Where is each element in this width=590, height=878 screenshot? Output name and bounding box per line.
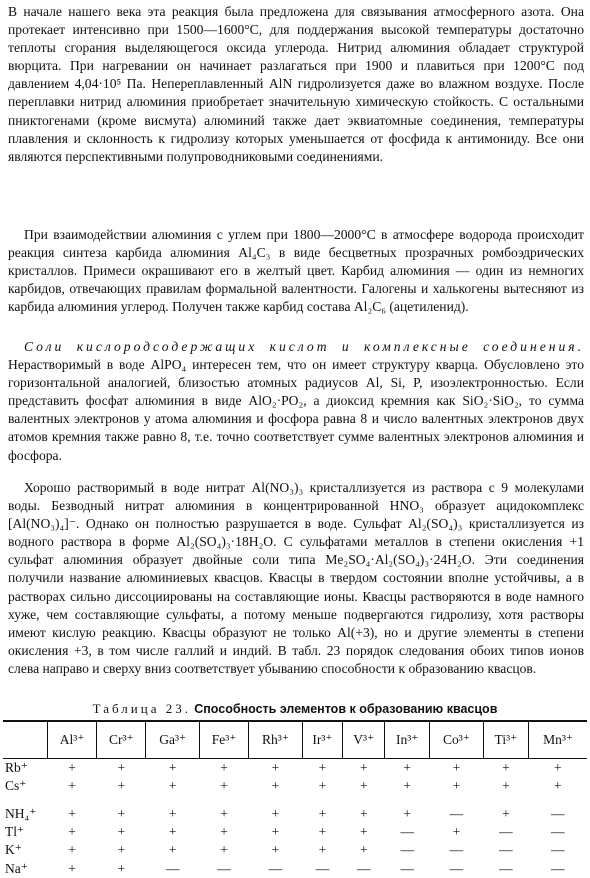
paragraph-oxysalts: [8, 338, 584, 465]
paragraph-alums: Хорошо растворимый в воде нитрат Al(NO₃)₃ кристаллизуется из раствора с 9 молекулами воды. Безводный нитрат алюминия в концентрированной HNO₃ образует ацидокомплекс [Al(NO₃)₄]⁻. Однако он полностью разрушается в воде. Сульфат Al₂(SO₄)₃ кристаллизуется из водного раствора в форме Al₂(SO₄)₃·18H₂O. С сульфатами металлов в степени окисления +1 сульфат алюминия образует двойные соли типа Me₂SO₄·Al₂(SO₄)₃·24H₂O. Эти соединения получили название алюминиевых квасцов. Квасцы в твердом состоянии вполне устойчивы, а в растворах сильно диссоциированы на составляющие ионы. Квасцы растворяются в воде намного хуже, чем составляющие сульфаты, а потому меньше подвергаются гидролизу, хотя растворы имеют кислую реакцию. Квасцы образуют не только Al(+3), но и другие элементы в степени окисления +3, в том числе галлий и индий. В табл. 23 порядок следования обоих типов ионов слева направо и сверху вниз соответствует убыванию способности к образованию квасцов.: [8, 480, 584, 676]
table-cell: +: [318, 760, 327, 776]
table-body: [3, 759, 587, 878]
paragraph-oxysalts-body: Нерастворимый в воде AlPO₄ интересен тем, что он имеет структуру кварца. Обусловлено это горизонтальной аналогией, близостью атомных радиусов Al, Si, P, изоэлектронностью. Если представить фосфат алюминия в виде AlO₂·PO₂, а диоксид кремния как SiO₂·SiO₂, то сумма валентных электронов у атома алюминия и фосфора равна 8 и число валентных электронов двух атомов кремния также равно 8, т.е. точно соответствует сумме валентных электронов алюминия и фосфора.: [8, 357, 584, 463]
table-cell: +: [452, 824, 461, 840]
table-cell: +: [318, 824, 327, 840]
table-cell: —: [268, 860, 283, 876]
table-cell: —: [315, 860, 330, 876]
table-cell: +: [318, 778, 327, 794]
table-cell: —: [499, 860, 513, 876]
table-caption-title: Способность элементов к образованию квасцов: [194, 702, 498, 716]
row-label: NH₄⁺: [5, 805, 37, 821]
table-cell: +: [271, 760, 280, 776]
table-cell: +: [68, 842, 76, 858]
table-cell: +: [168, 805, 177, 821]
table-cell: +: [117, 842, 126, 858]
table-cell: —: [551, 842, 565, 858]
table-cell: +: [359, 760, 368, 776]
col-header: Ti³⁺: [483, 721, 528, 759]
table-cell: +: [168, 824, 177, 840]
table-cell: +: [271, 805, 280, 821]
table-cell: —: [449, 842, 464, 858]
col-header: Cr³⁺: [97, 721, 146, 759]
table-cell: +: [359, 842, 368, 858]
table-cell: +: [220, 760, 228, 776]
table-cell: +: [318, 842, 327, 858]
table-row: [3, 796, 587, 805]
row-label: [3, 796, 48, 805]
table-cell: +: [502, 778, 510, 794]
col-header: Ga³⁺: [146, 721, 200, 759]
table-cell: [529, 796, 587, 805]
col-header: Co³⁺: [430, 721, 484, 759]
table-row: [3, 805, 587, 823]
table-cell: +: [359, 824, 368, 840]
table-cell: +: [502, 805, 510, 821]
col-header: In³⁺: [385, 721, 430, 759]
table-cell: +: [403, 760, 412, 776]
row-label: Na⁺: [5, 860, 28, 876]
table-cell: +: [68, 860, 76, 876]
row-label: Rb⁺: [5, 760, 28, 776]
table-corner-cell: [3, 721, 48, 759]
table-cell: +: [271, 842, 280, 858]
table-cell: —: [400, 860, 414, 876]
table-cell: +: [359, 805, 368, 821]
table-cell: +: [117, 760, 126, 776]
col-header: Al³⁺: [48, 721, 97, 759]
row-label: Cs⁺: [5, 778, 27, 794]
table-cell: —: [499, 842, 513, 858]
col-header: Ir³⁺: [302, 721, 343, 759]
paragraph-nitride: В начале нашего века эта реакция была предложена для связывания атмосферного азота. Она протекает интенсивно при 1500—1600°С, для поддержания высокой температуры достаточно теплоты сгорания выделяющегося оксида углерода. Нитрид алюминия обладает структурой вюрцита. При нагревании он начинает разлагаться при 1900 и плавиться при 1200°С под давлением 4,04·10⁵ Па. Непереплавленный AlN гидролизуется даже во влажном воздухе. После переплавки нитрид алюминия приобретает значительную химическую стойкость. С остальными пниктогенами (кроме висмута) алюминий также дает эквиатомные соединения, температуры плавления и склонность к гидролизу которых уменьшается от фосфида к антимониду. Все они являются перспективными полупроводниковыми соединениями.: [8, 4, 584, 164]
table-cell: [97, 796, 146, 805]
table-cell: +: [168, 842, 177, 858]
table-cell: [343, 796, 385, 805]
table-cell: —: [499, 824, 513, 840]
table-row: [3, 777, 587, 795]
table-cell: +: [403, 778, 412, 794]
table-cell: +: [68, 824, 76, 840]
table-cell: [385, 796, 430, 805]
table-cell: +: [271, 778, 280, 794]
table-cell: —: [400, 824, 414, 840]
table-cell: —: [400, 842, 414, 858]
table-row: [3, 823, 587, 841]
table-cell: +: [553, 760, 562, 776]
table-cell: [199, 796, 248, 805]
col-header: Fe³⁺: [199, 721, 248, 759]
paragraph-carbide: При взаимодействии алюминия с углем при 1800—2000°С в атмосфере водорода происходит реакция синтеза карбида алюминия Al₄C₃ в виде бесцветных прозрачных ромбоэдрических кристаллов. Примеси окрашивают его в желтый цвет. Карбид алюминия — один из немногих карбидов, отвечающих правилам формальной валентности. Галогены и халькогены вытесняют из карбида алюминия углерод. Получен также карбид состава Al₂C₆ (ацетиленид).: [8, 227, 584, 315]
table-cell: —: [449, 805, 464, 821]
col-header: Rh³⁺: [249, 721, 303, 759]
table-cell: [483, 796, 528, 805]
table-cell: —: [449, 860, 464, 876]
table-caption-number: Таблица 23.: [92, 701, 191, 716]
table-cell: +: [68, 778, 76, 794]
table-cell: +: [553, 778, 562, 794]
table-cell: +: [68, 805, 76, 821]
table-cell: +: [168, 760, 177, 776]
table-cell: +: [68, 760, 76, 776]
table-cell: +: [452, 760, 461, 776]
table-row: [3, 841, 587, 859]
table-cell: [430, 796, 484, 805]
table-cell: +: [220, 824, 228, 840]
table-row: [3, 859, 587, 877]
table-cell: +: [117, 778, 126, 794]
table-cell: [302, 796, 343, 805]
table-cell: +: [452, 778, 461, 794]
table-cell: +: [403, 805, 412, 821]
table-cell: +: [117, 860, 126, 876]
col-header: Mn³⁺: [529, 721, 587, 759]
section-heading-salts: Соли кислородсодержащих кислот и комплексные соединения.: [24, 339, 584, 354]
table-cell: —: [551, 824, 565, 840]
table-cell: —: [357, 860, 371, 876]
table-cell: +: [117, 824, 126, 840]
col-header: V³⁺: [343, 721, 385, 759]
alum-table: [3, 720, 587, 878]
table-cell: +: [220, 778, 228, 794]
row-label: K⁺: [5, 842, 22, 858]
table-cell: [48, 796, 97, 805]
table-cell: [146, 796, 200, 805]
table-cell: +: [220, 842, 228, 858]
table-cell: +: [271, 824, 280, 840]
table-cell: —: [551, 860, 565, 876]
table-cell: +: [502, 760, 510, 776]
table-cell: +: [359, 778, 368, 794]
table-cell: +: [220, 805, 228, 821]
table-caption: [0, 701, 590, 717]
table-cell: +: [168, 778, 177, 794]
table-cell: —: [165, 860, 180, 876]
table-cell: —: [551, 805, 565, 821]
row-label: Tl⁺: [5, 824, 25, 840]
table-row: [3, 759, 587, 778]
table-cell: [249, 796, 303, 805]
table-cell: +: [117, 805, 126, 821]
table-cell: —: [217, 860, 231, 876]
table-header-row: [3, 721, 587, 759]
table-cell: +: [318, 805, 327, 821]
